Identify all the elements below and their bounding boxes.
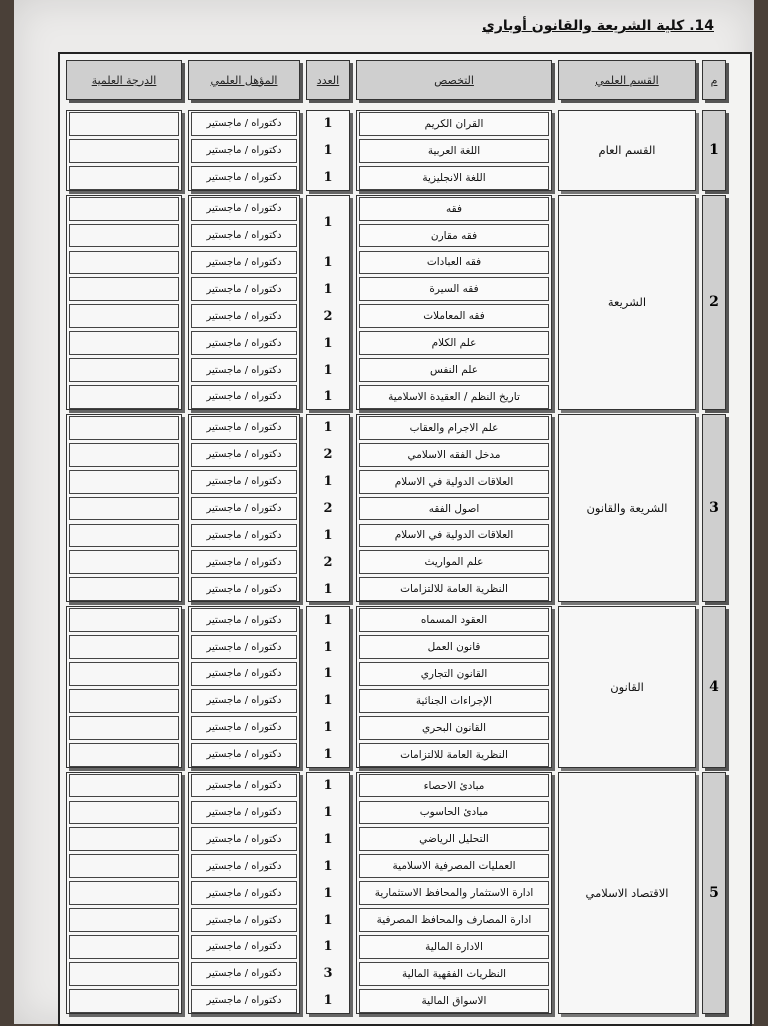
department-label: الشريعة والقانون bbox=[558, 414, 696, 602]
count-cell: 1 bbox=[323, 747, 333, 763]
table-frame bbox=[58, 52, 752, 1026]
specialization-cell: النظرية العامة للالتزامات bbox=[359, 577, 549, 601]
qualification-cell: دكتوراه / ماجستير bbox=[191, 385, 297, 409]
grade-cell bbox=[69, 277, 179, 301]
grade-cell bbox=[69, 827, 179, 851]
grade-cell bbox=[69, 689, 179, 713]
qualification-cell: دكتوراه / ماجستير bbox=[191, 224, 297, 248]
specialization-cell: مدخل الفقه الاسلامي bbox=[359, 443, 549, 467]
qualification-cell: دكتوراه / ماجستير bbox=[191, 743, 297, 767]
count-cell: 1 bbox=[323, 474, 333, 490]
qualification-cell: دكتوراه / ماجستير bbox=[191, 662, 297, 686]
count-cell: 1 bbox=[323, 939, 333, 955]
qualification-cell: دكتوراه / ماجستير bbox=[191, 577, 297, 601]
count-cell: 1 bbox=[323, 612, 333, 628]
grade-cell bbox=[69, 443, 179, 467]
specialization-cell: فقه المعاملات bbox=[359, 304, 549, 328]
specialization-cell: علم الاجرام والعقاب bbox=[359, 416, 549, 440]
count-cell: 2 bbox=[323, 308, 333, 324]
count-cell: 3 bbox=[323, 966, 333, 982]
specialization-cell: العلاقات الدولية في الاسلام bbox=[359, 470, 549, 494]
qualification-cell: دكتوراه / ماجستير bbox=[191, 470, 297, 494]
department-label: الشريعة bbox=[558, 195, 696, 410]
grade-cell bbox=[69, 331, 179, 355]
count-cell: 1 bbox=[323, 993, 333, 1009]
count-cell: 1 bbox=[323, 831, 333, 847]
specialization-cell: العلاقات الدولية في الاسلام bbox=[359, 524, 549, 548]
department-label: القانون bbox=[558, 606, 696, 767]
grade-cell bbox=[69, 662, 179, 686]
specialization-cell: القران الكريم bbox=[359, 112, 549, 136]
specialization-cell: العقود المسماه bbox=[359, 608, 549, 632]
count-cell: 1 bbox=[323, 693, 333, 709]
grade-cell bbox=[69, 881, 179, 905]
count-cell: 1 bbox=[323, 281, 333, 297]
grade-cell bbox=[69, 577, 179, 601]
count-cell: 1 bbox=[323, 335, 333, 351]
grade-cell bbox=[69, 854, 179, 878]
grade-cell bbox=[69, 550, 179, 574]
specialization-cell: النظريات الفقهية المالية bbox=[359, 962, 549, 986]
grade-cell bbox=[69, 112, 179, 136]
count-cell: 1 bbox=[323, 804, 333, 820]
count-cell: 1 bbox=[323, 389, 333, 405]
qualification-cell: دكتوراه / ماجستير bbox=[191, 881, 297, 905]
header-qualification: المؤهل العلمي bbox=[188, 60, 300, 100]
specialization-cell: ادارة الاستثمار والمحافظ الاستثمارية bbox=[359, 881, 549, 905]
count-cell: 1 bbox=[323, 639, 333, 655]
specialization-cell: القانون البحري bbox=[359, 716, 549, 740]
specialization-cell: الإجراءات الجنائية bbox=[359, 689, 549, 713]
count-cell: 1 bbox=[323, 254, 333, 270]
page-heading: 14. كلية الشريعة والقانون أوباري bbox=[482, 18, 714, 34]
section-number: 3 bbox=[702, 414, 726, 602]
grade-cell bbox=[69, 385, 179, 409]
count-cell: 1 bbox=[323, 858, 333, 874]
count-cell: 1 bbox=[323, 720, 333, 736]
specialization-cell: علم المواريث bbox=[359, 550, 549, 574]
grade-cell bbox=[69, 635, 179, 659]
grade-cell bbox=[69, 497, 179, 521]
specialization-cell: اللغة العربية bbox=[359, 139, 549, 163]
count-cell: 1 bbox=[323, 420, 333, 436]
count-cell: 2 bbox=[323, 501, 333, 517]
specialization-cell: اصول الفقه bbox=[359, 497, 549, 521]
specialization-cell: التحليل الرياضي bbox=[359, 827, 549, 851]
grade-cell bbox=[69, 743, 179, 767]
qualification-cell: دكتوراه / ماجستير bbox=[191, 358, 297, 382]
header-grade: الدرجة العلمية bbox=[66, 60, 182, 100]
specialization-cell: قانون العمل bbox=[359, 635, 549, 659]
count-cell: 1 bbox=[323, 581, 333, 597]
grade-cell bbox=[69, 166, 179, 190]
specialization-cell: الادارة المالية bbox=[359, 935, 549, 959]
count-cell: 1 bbox=[323, 527, 333, 543]
qualification-cell: دكتوراه / ماجستير bbox=[191, 935, 297, 959]
grade-cell bbox=[69, 774, 179, 798]
qualification-cell: دكتوراه / ماجستير bbox=[191, 443, 297, 467]
qualification-cell: دكتوراه / ماجستير bbox=[191, 197, 297, 221]
grade-cell bbox=[69, 524, 179, 548]
specialization-cell: القانون التجاري bbox=[359, 662, 549, 686]
count-cell: 1 bbox=[323, 362, 333, 378]
header-department: القسم العلمي bbox=[558, 60, 696, 100]
count-cell: 1 bbox=[323, 912, 333, 928]
qualification-cell: دكتوراه / ماجستير bbox=[191, 166, 297, 190]
grade-cell bbox=[69, 801, 179, 825]
qualification-cell: دكتوراه / ماجستير bbox=[191, 524, 297, 548]
specialization-cell: ادارة المصارف والمحافظ المصرفية bbox=[359, 908, 549, 932]
qualification-cell: دكتوراه / ماجستير bbox=[191, 962, 297, 986]
section-number: 5 bbox=[702, 772, 726, 1014]
qualification-cell: دكتوراه / ماجستير bbox=[191, 716, 297, 740]
grade-cell bbox=[69, 224, 179, 248]
qualification-cell: دكتوراه / ماجستير bbox=[191, 416, 297, 440]
grade-cell bbox=[69, 608, 179, 632]
qualification-cell: دكتوراه / ماجستير bbox=[191, 854, 297, 878]
count-cell: 1 bbox=[323, 116, 333, 132]
qualification-cell: دكتوراه / ماجستير bbox=[191, 251, 297, 275]
specialization-cell: علم النفس bbox=[359, 358, 549, 382]
specialization-cell: تاريخ النظم / العقيدة الاسلامية bbox=[359, 385, 549, 409]
count-cell: 1 bbox=[323, 666, 333, 682]
grade-cell bbox=[69, 962, 179, 986]
qualification-cell: دكتوراه / ماجستير bbox=[191, 112, 297, 136]
qualification-cell: دكتوراه / ماجستير bbox=[191, 277, 297, 301]
qualification-cell: دكتوراه / ماجستير bbox=[191, 827, 297, 851]
grade-cell bbox=[69, 908, 179, 932]
specialization-cell: العمليات المصرفية الاسلامية bbox=[359, 854, 549, 878]
count-cell: 2 bbox=[323, 447, 333, 463]
grade-cell bbox=[69, 935, 179, 959]
specialization-cell: فقه bbox=[359, 197, 549, 221]
header-count: العدد bbox=[306, 60, 350, 100]
specialization-cell: اللغة الانجليزية bbox=[359, 166, 549, 190]
specialization-cell: فقه مقارن bbox=[359, 224, 549, 248]
count-cell: 1 bbox=[323, 778, 333, 794]
qualification-cell: دكتوراه / ماجستير bbox=[191, 331, 297, 355]
grade-cell bbox=[69, 304, 179, 328]
grade-cell bbox=[69, 416, 179, 440]
grade-cell bbox=[69, 716, 179, 740]
count-cell: 2 bbox=[323, 554, 333, 570]
qualification-cell: دكتوراه / ماجستير bbox=[191, 774, 297, 798]
qualification-cell: دكتوراه / ماجستير bbox=[191, 989, 297, 1013]
qualification-cell: دكتوراه / ماجستير bbox=[191, 497, 297, 521]
department-label: الاقتصاد الاسلامي bbox=[558, 772, 696, 1014]
qualification-cell: دكتوراه / ماجستير bbox=[191, 304, 297, 328]
qualification-cell: دكتوراه / ماجستير bbox=[191, 608, 297, 632]
specialization-cell: علم الكلام bbox=[359, 331, 549, 355]
qualification-cell: دكتوراه / ماجستير bbox=[191, 801, 297, 825]
qualification-cell: دكتوراه / ماجستير bbox=[191, 908, 297, 932]
specialization-cell: مبادئ الحاسوب bbox=[359, 801, 549, 825]
grade-cell bbox=[69, 251, 179, 275]
specialization-cell: فقه السيرة bbox=[359, 277, 549, 301]
count-cell: 1 bbox=[323, 885, 333, 901]
specialization-cell: فقه العبادات bbox=[359, 251, 549, 275]
specialization-cell: الاسواق المالية bbox=[359, 989, 549, 1013]
qualification-cell: دكتوراه / ماجستير bbox=[191, 139, 297, 163]
specialization-cell: مبادئ الاحصاء bbox=[359, 774, 549, 798]
section-number: 4 bbox=[702, 606, 726, 767]
grade-cell bbox=[69, 470, 179, 494]
count-cell: 1 bbox=[323, 170, 333, 186]
section-number: 2 bbox=[702, 195, 726, 410]
paper bbox=[14, 0, 754, 1024]
qualification-cell: دكتوراه / ماجستير bbox=[191, 550, 297, 574]
grade-cell bbox=[69, 358, 179, 382]
specialization-cell: النظرية العامة للالتزامات bbox=[359, 743, 549, 767]
grade-cell bbox=[69, 197, 179, 221]
department-label: القسم العام bbox=[558, 110, 696, 191]
count-cell: 1 bbox=[323, 143, 333, 159]
count-cell: 1 bbox=[323, 214, 333, 230]
grade-cell bbox=[69, 989, 179, 1013]
section-number: 1 bbox=[702, 110, 726, 191]
header-specialization: التخصص bbox=[356, 60, 552, 100]
grade-cell bbox=[69, 139, 179, 163]
qualification-cell: دكتوراه / ماجستير bbox=[191, 635, 297, 659]
qualification-cell: دكتوراه / ماجستير bbox=[191, 689, 297, 713]
header-no: م bbox=[702, 60, 726, 100]
